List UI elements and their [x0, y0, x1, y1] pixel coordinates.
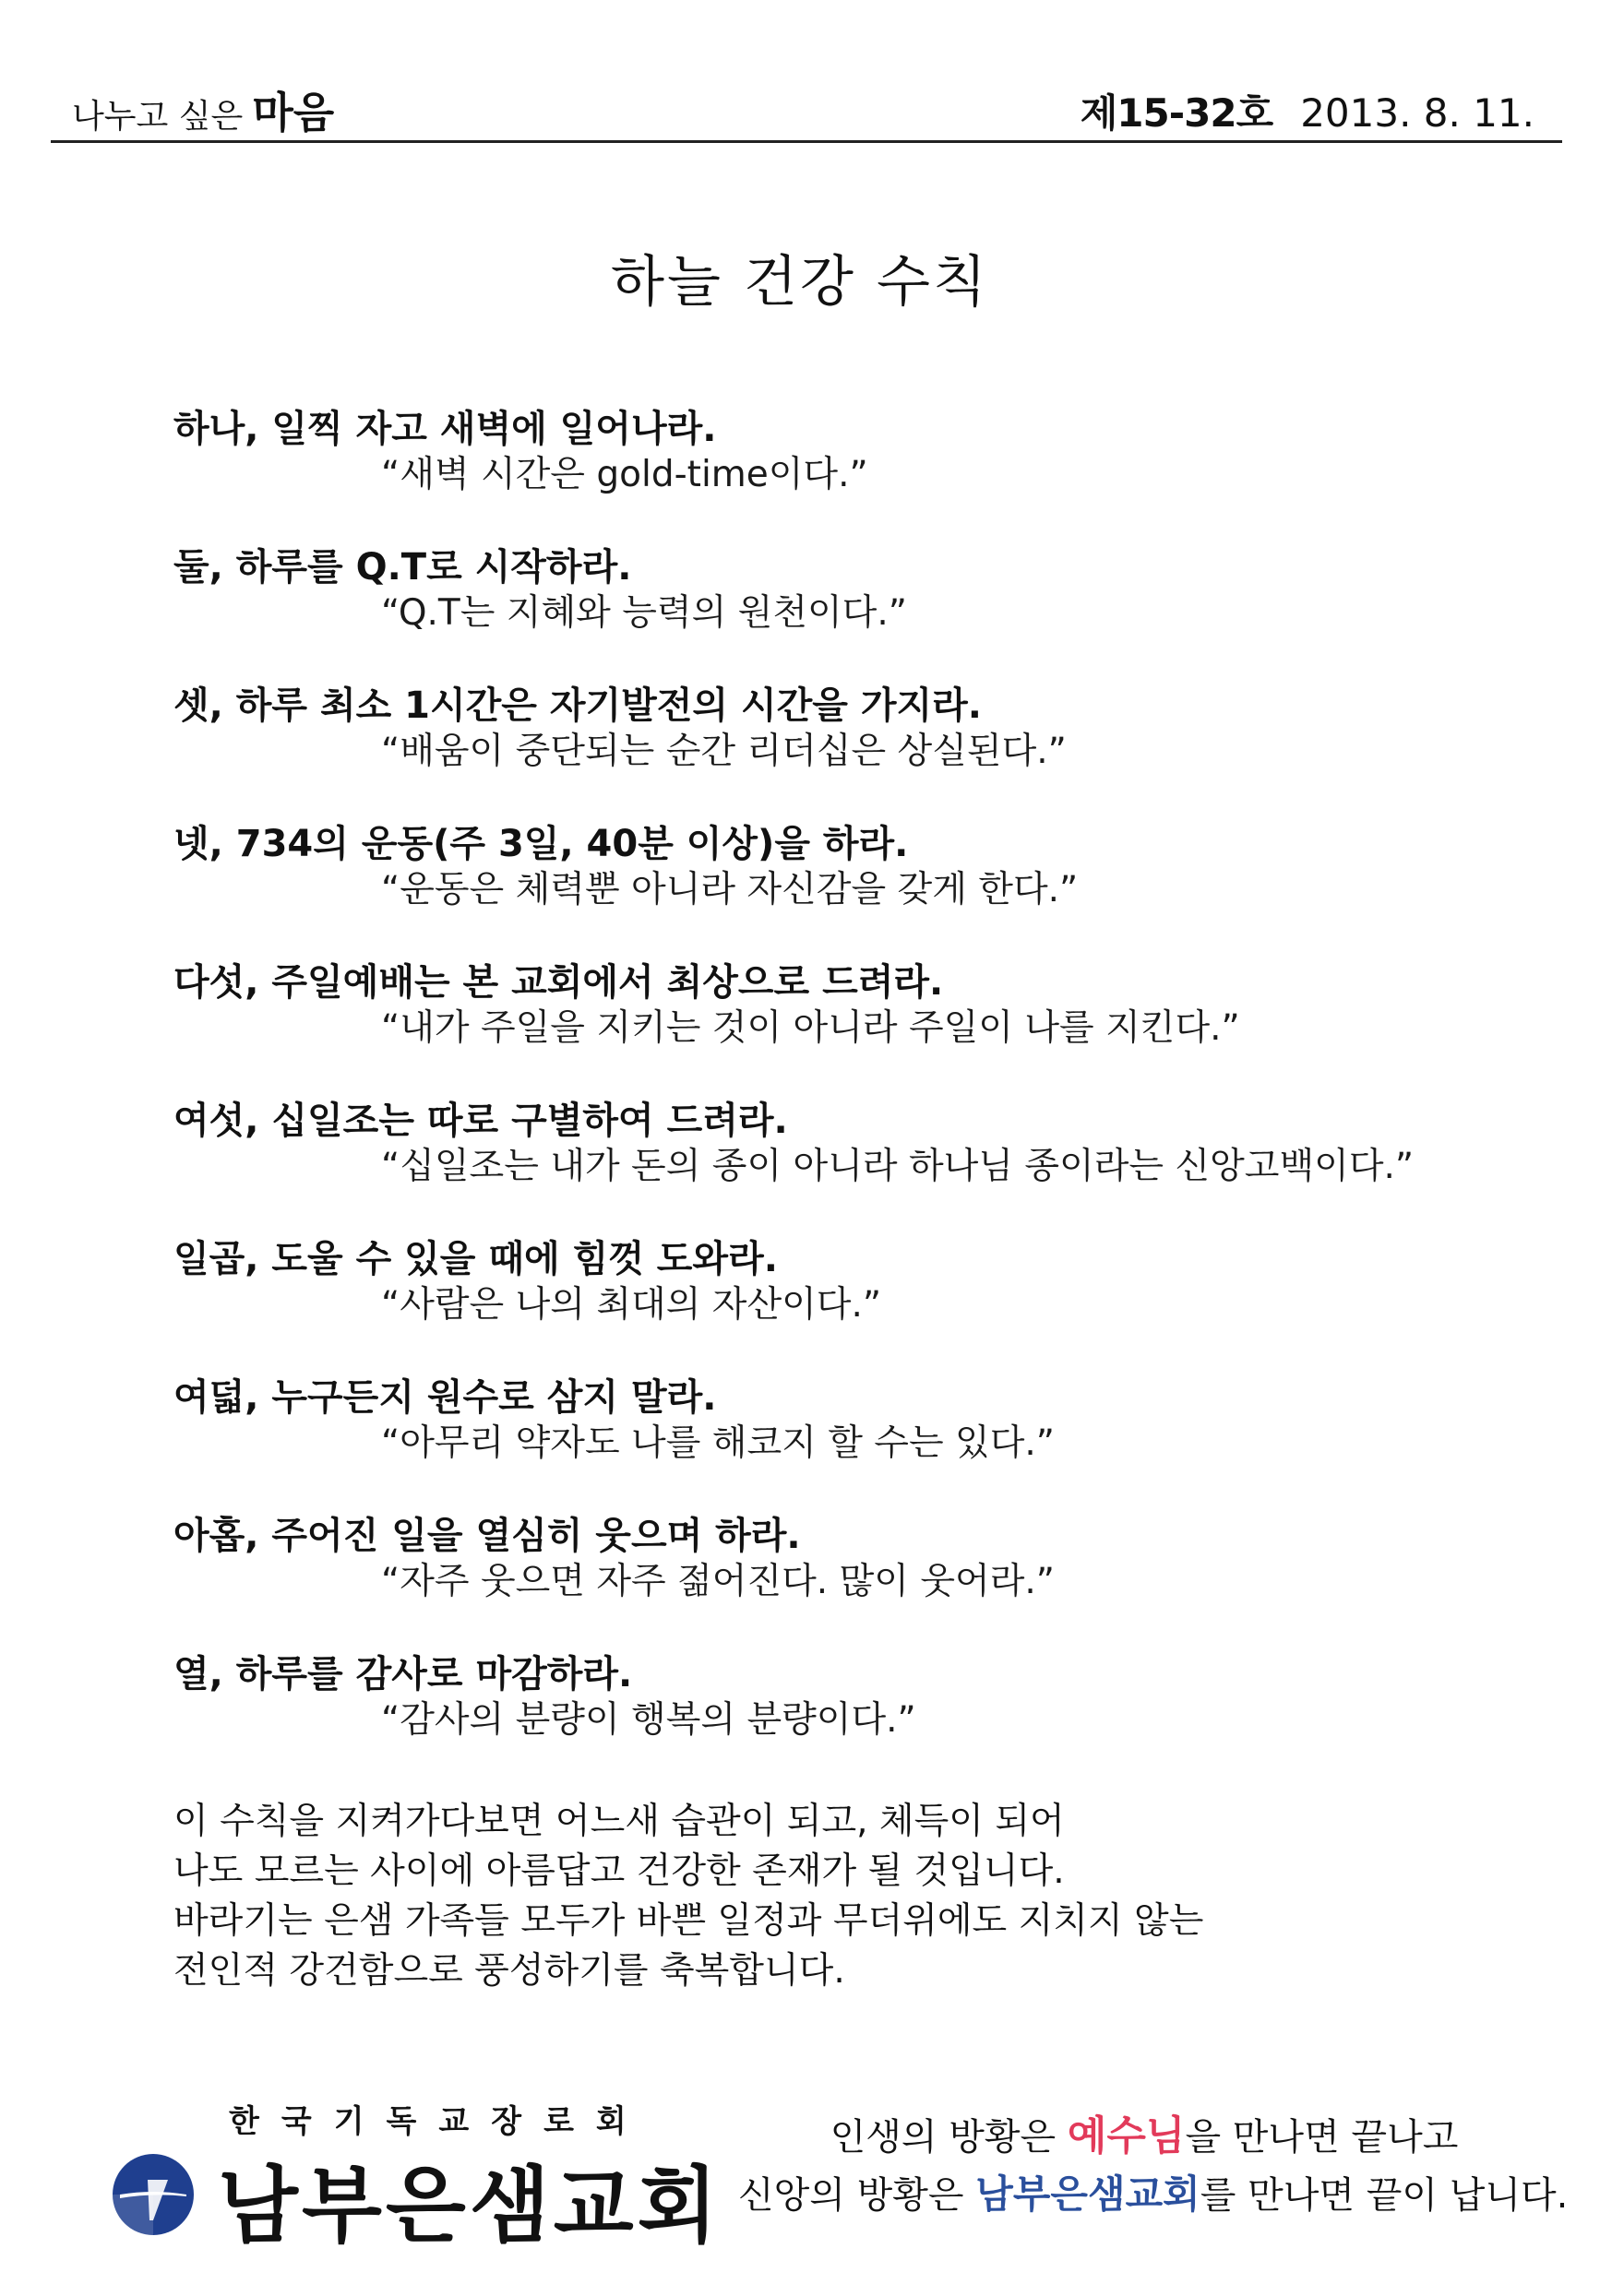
- closing-line: 나도 모르는 사이에 아름답고 건강한 존재가 될 것입니다.: [173, 1850, 1065, 1892]
- motto-text: 인생의 방황은: [830, 2116, 1068, 2159]
- rule-quote: “새벽 시간은 gold-time이다.”: [381, 454, 868, 495]
- rule-quote: “Q.T는 지혜와 능력의 원천이다.”: [381, 592, 907, 634]
- rule-quote: “내가 주일을 지키는 것이 아니라 주일이 나를 지킨다.”: [381, 1007, 1240, 1049]
- section-label-text: 나누고 싶은: [72, 98, 244, 136]
- rule-heading: 둘, 하루를 Q.T로 시작하라.: [173, 546, 632, 589]
- rule-heading: 아홉, 주어진 일을 열심히 웃으며 하라.: [173, 1515, 801, 1557]
- rule-heading: 하나, 일찍 자고 새벽에 일어나라.: [173, 408, 717, 450]
- rule-item: [173, 959, 1502, 1098]
- rule-quote: “운동은 체력뿐 아니라 자신감을 갖게 한다.”: [381, 869, 1079, 910]
- rule-quote: “자주 웃으면 자주 젊어진다. 많이 웃어라.”: [381, 1561, 1055, 1602]
- motto-text: 신앙의 방황은: [738, 2174, 976, 2217]
- rule-item: [173, 1236, 1502, 1374]
- church-name: 남부은샘교회: [218, 2158, 722, 2254]
- rule-heading: 여덟, 누구든지 원수로 삼지 말라.: [173, 1376, 717, 1419]
- rule-heading: 열, 하루를 감사로 마감하라.: [173, 1653, 633, 1695]
- issue-info: [1081, 83, 1534, 138]
- issue-number: 제15-32호: [1080, 90, 1273, 136]
- motto-highlight-jesus: 예수님: [1067, 2112, 1186, 2159]
- rule-heading: 여섯, 십일조는 따로 구별하여 드려라.: [173, 1100, 788, 1142]
- closing-line: 바라기는 은샘 가족들 모두가 바쁜 일정과 무더위에도 지치지 않는: [173, 1900, 1204, 1942]
- rule-item: [173, 406, 1502, 544]
- rule-heading: 넷, 734의 운동(주 3일, 40분 이상)을 하라.: [173, 823, 909, 865]
- closing-line: 전인적 강건함으로 풍성하기를 축복합니다.: [173, 1950, 845, 1992]
- closing-paragraph: [173, 1797, 1465, 1996]
- motto-highlight-church: 남부은샘교회: [975, 2171, 1200, 2217]
- rule-item: [173, 1651, 1502, 1790]
- section-label-strong: 마음: [252, 88, 335, 137]
- rule-quote: “십일조는 내가 돈의 종이 아니라 하나님 종이라는 신앙고백이다.”: [381, 1146, 1415, 1187]
- rule-quote: “사람은 나의 최대의 자산이다.”: [381, 1284, 882, 1326]
- rule-quote: “아무리 약자도 나를 해코지 할 수는 있다.”: [381, 1422, 1055, 1464]
- rule-item: [173, 1374, 1502, 1513]
- header-divider: [51, 140, 1562, 143]
- rule-quote: “감사의 분량이 행복의 분량이다.”: [381, 1699, 916, 1741]
- rule-item: [173, 1513, 1502, 1651]
- closing-line: 이 수칙을 지켜가다보면 어느새 습관이 되고, 체득이 되어: [173, 1801, 1065, 1842]
- motto-text: 를 만나면 끝이 납니다.: [1200, 2174, 1569, 2217]
- issue-date: 2013. 8. 11.: [1300, 90, 1534, 136]
- page-header: [54, 79, 1562, 144]
- rule-heading: 셋, 하루 최소 1시간은 자기발전의 시간을 가지라.: [173, 684, 982, 727]
- motto-line-2: [738, 2166, 1569, 2224]
- rule-heading: 일곱, 도울 수 있을 때에 힘껏 도와라.: [173, 1238, 778, 1280]
- section-label: [72, 79, 334, 140]
- rule-item: [173, 821, 1502, 959]
- rule-heading: 다섯, 주일예배는 본 교회에서 최상으로 드려라.: [173, 961, 944, 1004]
- motto-line-1: [738, 2108, 1550, 2166]
- denomination-label: 한국기독교장로회: [229, 2103, 649, 2140]
- rule-item: [173, 683, 1502, 821]
- church-motto: [738, 2108, 1569, 2224]
- church-logo-icon: [111, 2152, 196, 2237]
- rule-item: [173, 544, 1502, 683]
- rule-item: [173, 1098, 1502, 1236]
- rule-quote: “배움이 중단되는 순간 리더십은 상실된다.”: [381, 731, 1067, 772]
- rules-list: [173, 406, 1502, 1790]
- motto-text: 을 만나면 끝나고: [1185, 2116, 1459, 2159]
- page-title: 하늘 건강 수칙: [611, 250, 989, 315]
